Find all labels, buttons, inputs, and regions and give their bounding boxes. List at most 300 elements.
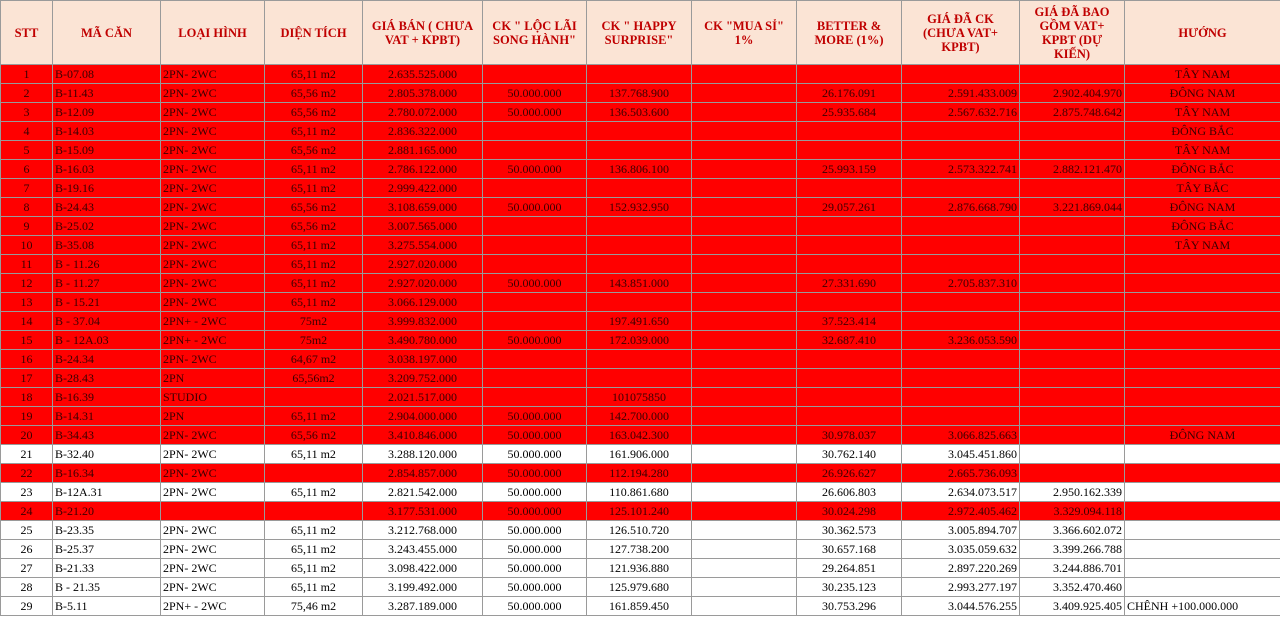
cell-direction <box>1125 369 1280 388</box>
table-row <box>1 198 1280 217</box>
cell-ck-mua-si <box>692 483 797 502</box>
cell-stt: 21 <box>1 445 53 464</box>
cell-ck-happy: 101075850 <box>587 388 692 407</box>
cell-ck-mua-si <box>692 217 797 236</box>
cell-ck-loc-lai <box>483 350 587 369</box>
cell-area <box>265 464 363 483</box>
cell-ck-loc-lai: 50.000.000 <box>483 274 587 293</box>
table-row <box>1 274 1280 293</box>
cell-direction: TÂY NAM <box>1125 141 1280 160</box>
cell-ck-mua-si <box>692 426 797 445</box>
cell-stt: 4 <box>1 122 53 141</box>
cell-price-total: 3.352.470.460 <box>1020 578 1125 597</box>
table-row <box>1 312 1280 331</box>
cell-ck-loc-lai <box>483 65 587 84</box>
cell-ck-mua-si <box>692 236 797 255</box>
cell-unit-type: STUDIO <box>161 388 265 407</box>
cell-price: 3.007.565.000 <box>363 217 483 236</box>
cell-area: 75,46 m2 <box>265 597 363 616</box>
cell-unit-type: 2PN- 2WC <box>161 122 265 141</box>
cell-ck-loc-lai <box>483 312 587 331</box>
cell-direction: TÂY NAM <box>1125 236 1280 255</box>
cell-price-after-discount <box>902 293 1020 312</box>
cell-unit-type: 2PN- 2WC <box>161 236 265 255</box>
cell-direction: CHÊNH +100.000.000 <box>1125 597 1280 616</box>
cell-ck-loc-lai: 50.000.000 <box>483 103 587 122</box>
cell-unit-code: B-32.40 <box>53 445 161 464</box>
cell-better-more <box>797 407 902 426</box>
table-row <box>1 331 1280 350</box>
cell-stt: 5 <box>1 141 53 160</box>
cell-price-after-discount <box>902 217 1020 236</box>
cell-price: 3.038.197.000 <box>363 350 483 369</box>
col-header-ck-mua-si: CK "MUA SỈ" 1% <box>692 1 797 65</box>
table-row <box>1 122 1280 141</box>
cell-direction: TÂY NAM <box>1125 65 1280 84</box>
col-header-type: LOẠI HÌNH <box>161 1 265 65</box>
cell-unit-code: B-07.08 <box>53 65 161 84</box>
cell-direction <box>1125 293 1280 312</box>
cell-price-after-discount <box>902 350 1020 369</box>
cell-stt: 27 <box>1 559 53 578</box>
cell-ck-happy: 137.768.900 <box>587 84 692 103</box>
cell-better-more: 26.606.803 <box>797 483 902 502</box>
cell-price: 2.786.122.000 <box>363 160 483 179</box>
cell-ck-mua-si <box>692 464 797 483</box>
cell-direction <box>1125 350 1280 369</box>
cell-ck-mua-si <box>692 160 797 179</box>
cell-unit-code: B-24.43 <box>53 198 161 217</box>
cell-ck-loc-lai: 50.000.000 <box>483 464 587 483</box>
cell-area: 65,11 m2 <box>265 122 363 141</box>
cell-price: 3.999.832.000 <box>363 312 483 331</box>
cell-price: 2.927.020.000 <box>363 255 483 274</box>
cell-area: 65,11 m2 <box>265 559 363 578</box>
col-header-direction: HƯỚNG <box>1125 1 1280 65</box>
cell-price: 3.275.554.000 <box>363 236 483 255</box>
col-header-better-more: BETTER & MORE (1%) <box>797 1 902 65</box>
cell-unit-type: 2PN- 2WC <box>161 578 265 597</box>
cell-price: 2.021.517.000 <box>363 388 483 407</box>
cell-better-more: 30.978.037 <box>797 426 902 445</box>
col-header-stt: STT <box>1 1 53 65</box>
cell-area: 65,11 m2 <box>265 236 363 255</box>
cell-price-total <box>1020 255 1125 274</box>
cell-price-after-discount <box>902 312 1020 331</box>
cell-ck-mua-si <box>692 312 797 331</box>
cell-price: 3.287.189.000 <box>363 597 483 616</box>
cell-stt: 14 <box>1 312 53 331</box>
cell-price: 3.098.422.000 <box>363 559 483 578</box>
cell-ck-mua-si <box>692 255 797 274</box>
cell-price-total <box>1020 426 1125 445</box>
cell-stt: 23 <box>1 483 53 502</box>
cell-unit-type: 2PN- 2WC <box>161 160 265 179</box>
cell-area: 65,11 m2 <box>265 160 363 179</box>
cell-price-after-discount <box>902 388 1020 407</box>
cell-area: 65,11 m2 <box>265 483 363 502</box>
cell-direction <box>1125 521 1280 540</box>
cell-ck-loc-lai: 50.000.000 <box>483 483 587 502</box>
cell-price-after-discount <box>902 179 1020 198</box>
cell-price: 2.780.072.000 <box>363 103 483 122</box>
cell-ck-mua-si <box>692 179 797 198</box>
cell-price-total <box>1020 179 1125 198</box>
cell-price: 2.999.422.000 <box>363 179 483 198</box>
cell-ck-mua-si <box>692 84 797 103</box>
cell-ck-happy <box>587 293 692 312</box>
cell-ck-mua-si <box>692 331 797 350</box>
cell-unit-type: 2PN- 2WC <box>161 217 265 236</box>
cell-ck-loc-lai: 50.000.000 <box>483 502 587 521</box>
cell-better-more <box>797 293 902 312</box>
cell-price-total: 3.329.094.118 <box>1020 502 1125 521</box>
table-row <box>1 84 1280 103</box>
cell-ck-happy: 163.042.300 <box>587 426 692 445</box>
table-row <box>1 160 1280 179</box>
cell-better-more: 32.687.410 <box>797 331 902 350</box>
cell-price: 3.288.120.000 <box>363 445 483 464</box>
cell-better-more: 25.935.684 <box>797 103 902 122</box>
cell-stt: 15 <box>1 331 53 350</box>
cell-unit-type: 2PN+ - 2WC <box>161 331 265 350</box>
cell-ck-happy: 197.491.650 <box>587 312 692 331</box>
cell-price-after-discount <box>902 122 1020 141</box>
cell-ck-mua-si <box>692 274 797 293</box>
cell-price-after-discount: 3.066.825.663 <box>902 426 1020 445</box>
cell-better-more <box>797 217 902 236</box>
cell-unit-code: B-16.39 <box>53 388 161 407</box>
cell-better-more <box>797 350 902 369</box>
cell-direction <box>1125 540 1280 559</box>
cell-direction: TÂY BẮC <box>1125 179 1280 198</box>
cell-direction <box>1125 464 1280 483</box>
cell-ck-mua-si <box>692 540 797 559</box>
col-header-area: DIỆN TÍCH <box>265 1 363 65</box>
cell-ck-loc-lai: 50.000.000 <box>483 578 587 597</box>
cell-price: 2.881.165.000 <box>363 141 483 160</box>
cell-unit-code: B-34.43 <box>53 426 161 445</box>
cell-ck-happy <box>587 217 692 236</box>
cell-unit-code: B-12.09 <box>53 103 161 122</box>
cell-unit-code: B-24.34 <box>53 350 161 369</box>
cell-unit-type: 2PN- 2WC <box>161 521 265 540</box>
cell-price-after-discount <box>902 236 1020 255</box>
cell-ck-mua-si <box>692 578 797 597</box>
cell-ck-mua-si <box>692 388 797 407</box>
cell-price-total: 2.902.404.970 <box>1020 84 1125 103</box>
col-header-code: MÃ CĂN <box>53 1 161 65</box>
cell-better-more: 30.235.123 <box>797 578 902 597</box>
cell-stt: 28 <box>1 578 53 597</box>
cell-direction <box>1125 445 1280 464</box>
cell-price-after-discount <box>902 255 1020 274</box>
cell-price-after-discount: 2.972.405.462 <box>902 502 1020 521</box>
cell-price-total <box>1020 236 1125 255</box>
cell-ck-mua-si <box>692 65 797 84</box>
cell-ck-mua-si <box>692 521 797 540</box>
cell-unit-type: 2PN- 2WC <box>161 540 265 559</box>
cell-direction: ĐÔNG BẮC <box>1125 217 1280 236</box>
cell-unit-code: B-25.02 <box>53 217 161 236</box>
cell-price: 3.199.492.000 <box>363 578 483 597</box>
cell-ck-happy: 125.979.680 <box>587 578 692 597</box>
cell-ck-mua-si <box>692 407 797 426</box>
table-row <box>1 103 1280 122</box>
cell-unit-type: 2PN- 2WC <box>161 426 265 445</box>
cell-better-more <box>797 141 902 160</box>
cell-price-after-discount: 3.005.894.707 <box>902 521 1020 540</box>
cell-price-after-discount: 2.665.736.093 <box>902 464 1020 483</box>
cell-stt: 19 <box>1 407 53 426</box>
cell-direction: ĐÔNG BẮC <box>1125 160 1280 179</box>
table-row <box>1 369 1280 388</box>
cell-price-total <box>1020 141 1125 160</box>
cell-price: 3.209.752.000 <box>363 369 483 388</box>
cell-direction <box>1125 312 1280 331</box>
cell-price-total: 2.882.121.470 <box>1020 160 1125 179</box>
cell-better-more: 26.176.091 <box>797 84 902 103</box>
cell-better-more <box>797 388 902 407</box>
cell-ck-happy: 161.906.000 <box>587 445 692 464</box>
cell-area: 65,11 m2 <box>265 65 363 84</box>
cell-unit-type: 2PN- 2WC <box>161 274 265 293</box>
cell-area: 65,11 m2 <box>265 274 363 293</box>
cell-price: 3.243.455.000 <box>363 540 483 559</box>
cell-price-after-discount <box>902 65 1020 84</box>
cell-ck-loc-lai <box>483 293 587 312</box>
cell-ck-mua-si <box>692 597 797 616</box>
cell-price-total: 3.221.869.044 <box>1020 198 1125 217</box>
cell-direction <box>1125 388 1280 407</box>
cell-direction <box>1125 331 1280 350</box>
cell-unit-type: 2PN- 2WC <box>161 445 265 464</box>
cell-unit-code: B - 21.35 <box>53 578 161 597</box>
cell-unit-type: 2PN+ - 2WC <box>161 312 265 331</box>
cell-ck-loc-lai <box>483 236 587 255</box>
cell-price-total <box>1020 388 1125 407</box>
cell-better-more <box>797 179 902 198</box>
cell-unit-code: B-5.11 <box>53 597 161 616</box>
cell-better-more: 30.753.296 <box>797 597 902 616</box>
cell-direction <box>1125 255 1280 274</box>
cell-ck-happy <box>587 369 692 388</box>
cell-price-after-discount: 2.634.073.517 <box>902 483 1020 502</box>
cell-area: 65,11 m2 <box>265 293 363 312</box>
cell-area: 75m2 <box>265 331 363 350</box>
cell-unit-code: B-12A.31 <box>53 483 161 502</box>
cell-unit-code: B-19.16 <box>53 179 161 198</box>
cell-area: 65,56 m2 <box>265 141 363 160</box>
cell-better-more: 26.926.627 <box>797 464 902 483</box>
table-row <box>1 578 1280 597</box>
cell-stt: 8 <box>1 198 53 217</box>
cell-stt: 9 <box>1 217 53 236</box>
cell-unit-code: B-14.03 <box>53 122 161 141</box>
cell-area: 65,56 m2 <box>265 198 363 217</box>
col-header-ck-happy: CK " HAPPY SURPRISE" <box>587 1 692 65</box>
table-row <box>1 464 1280 483</box>
cell-stt: 12 <box>1 274 53 293</box>
cell-stt: 24 <box>1 502 53 521</box>
cell-stt: 22 <box>1 464 53 483</box>
cell-price-after-discount: 2.897.220.269 <box>902 559 1020 578</box>
cell-ck-happy <box>587 350 692 369</box>
cell-ck-loc-lai <box>483 369 587 388</box>
cell-better-more <box>797 236 902 255</box>
cell-ck-loc-lai <box>483 388 587 407</box>
cell-direction: ĐÔNG NAM <box>1125 426 1280 445</box>
table-row <box>1 293 1280 312</box>
cell-price: 2.805.378.000 <box>363 84 483 103</box>
cell-ck-loc-lai: 50.000.000 <box>483 540 587 559</box>
cell-ck-happy: 125.101.240 <box>587 502 692 521</box>
cell-unit-code: B-16.34 <box>53 464 161 483</box>
cell-price-after-discount: 2.705.837.310 <box>902 274 1020 293</box>
cell-unit-code: B-21.33 <box>53 559 161 578</box>
cell-unit-code: B - 15.21 <box>53 293 161 312</box>
cell-direction <box>1125 407 1280 426</box>
cell-area: 75m2 <box>265 312 363 331</box>
cell-price: 3.212.768.000 <box>363 521 483 540</box>
cell-area: 65,11 m2 <box>265 255 363 274</box>
cell-ck-loc-lai: 50.000.000 <box>483 445 587 464</box>
cell-ck-loc-lai <box>483 217 587 236</box>
cell-ck-loc-lai: 50.000.000 <box>483 521 587 540</box>
cell-area: 65,11 m2 <box>265 445 363 464</box>
table-body <box>1 65 1280 616</box>
table-row <box>1 141 1280 160</box>
cell-ck-happy: 112.194.280 <box>587 464 692 483</box>
table-row <box>1 521 1280 540</box>
cell-price: 3.108.659.000 <box>363 198 483 217</box>
cell-direction <box>1125 502 1280 521</box>
cell-better-more: 30.762.140 <box>797 445 902 464</box>
cell-price-after-discount: 2.573.322.741 <box>902 160 1020 179</box>
cell-area <box>265 502 363 521</box>
cell-price: 3.410.846.000 <box>363 426 483 445</box>
cell-stt: 26 <box>1 540 53 559</box>
cell-area: 65,11 m2 <box>265 578 363 597</box>
cell-ck-happy: 110.861.680 <box>587 483 692 502</box>
cell-stt: 1 <box>1 65 53 84</box>
cell-stt: 18 <box>1 388 53 407</box>
table-row <box>1 559 1280 578</box>
cell-stt: 25 <box>1 521 53 540</box>
cell-ck-loc-lai <box>483 255 587 274</box>
cell-unit-code: B-35.08 <box>53 236 161 255</box>
cell-unit-code: B-25.37 <box>53 540 161 559</box>
cell-price-total: 3.399.266.788 <box>1020 540 1125 559</box>
cell-unit-code: B-21.20 <box>53 502 161 521</box>
cell-ck-mua-si <box>692 369 797 388</box>
cell-unit-type: 2PN <box>161 407 265 426</box>
cell-price-total: 3.366.602.072 <box>1020 521 1125 540</box>
cell-ck-loc-lai: 50.000.000 <box>483 426 587 445</box>
cell-price: 2.836.322.000 <box>363 122 483 141</box>
cell-ck-happy: 143.851.000 <box>587 274 692 293</box>
cell-price: 2.927.020.000 <box>363 274 483 293</box>
cell-price: 2.821.542.000 <box>363 483 483 502</box>
cell-price-after-discount: 3.045.451.860 <box>902 445 1020 464</box>
cell-ck-mua-si <box>692 141 797 160</box>
col-header-price-after-discount: GIÁ ĐÃ CK (CHƯA VAT+ KPBT) <box>902 1 1020 65</box>
table-row <box>1 426 1280 445</box>
table-row <box>1 179 1280 198</box>
cell-price-total <box>1020 464 1125 483</box>
col-header-price-total: GIÁ ĐÃ BAO GỒM VAT+ KPBT (DỰ KIẾN) <box>1020 1 1125 65</box>
cell-price-total <box>1020 350 1125 369</box>
cell-better-more: 29.057.261 <box>797 198 902 217</box>
cell-area: 65,56 m2 <box>265 103 363 122</box>
cell-ck-mua-si <box>692 293 797 312</box>
cell-better-more: 29.264.851 <box>797 559 902 578</box>
cell-price-after-discount <box>902 407 1020 426</box>
cell-price-total <box>1020 217 1125 236</box>
table-row <box>1 217 1280 236</box>
cell-area: 65,11 m2 <box>265 179 363 198</box>
cell-unit-type: 2PN- 2WC <box>161 65 265 84</box>
cell-unit-type: 2PN- 2WC <box>161 350 265 369</box>
cell-ck-happy: 121.936.880 <box>587 559 692 578</box>
header-row <box>1 1 1280 65</box>
cell-price-total <box>1020 312 1125 331</box>
cell-price: 3.490.780.000 <box>363 331 483 350</box>
cell-ck-loc-lai: 50.000.000 <box>483 597 587 616</box>
cell-area <box>265 388 363 407</box>
cell-price: 2.904.000.000 <box>363 407 483 426</box>
cell-stt: 20 <box>1 426 53 445</box>
cell-price-total <box>1020 445 1125 464</box>
cell-ck-mua-si <box>692 103 797 122</box>
cell-better-more: 30.362.573 <box>797 521 902 540</box>
cell-ck-loc-lai: 50.000.000 <box>483 331 587 350</box>
cell-direction: ĐÔNG NAM <box>1125 84 1280 103</box>
cell-price-after-discount <box>902 141 1020 160</box>
cell-direction: ĐÔNG NAM <box>1125 198 1280 217</box>
cell-unit-code: B-15.09 <box>53 141 161 160</box>
cell-unit-code: B-28.43 <box>53 369 161 388</box>
cell-ck-mua-si <box>692 198 797 217</box>
cell-price-total <box>1020 293 1125 312</box>
cell-ck-happy <box>587 179 692 198</box>
cell-stt: 29 <box>1 597 53 616</box>
cell-ck-happy: 136.503.600 <box>587 103 692 122</box>
cell-price-total <box>1020 65 1125 84</box>
cell-ck-mua-si <box>692 502 797 521</box>
cell-area: 65,56m2 <box>265 369 363 388</box>
cell-ck-happy: 127.738.200 <box>587 540 692 559</box>
cell-price-total: 3.244.886.701 <box>1020 559 1125 578</box>
cell-price: 2.854.857.000 <box>363 464 483 483</box>
col-header-ck-loc-lai: CK " LỘC LÃI SONG HÀNH" <box>483 1 587 65</box>
cell-price-after-discount: 2.591.433.009 <box>902 84 1020 103</box>
cell-ck-happy: 126.510.720 <box>587 521 692 540</box>
cell-better-more <box>797 255 902 274</box>
cell-ck-happy <box>587 122 692 141</box>
cell-better-more: 27.331.690 <box>797 274 902 293</box>
cell-area: 65,11 m2 <box>265 540 363 559</box>
cell-ck-loc-lai: 50.000.000 <box>483 559 587 578</box>
cell-ck-happy: 142.700.000 <box>587 407 692 426</box>
cell-price-total <box>1020 407 1125 426</box>
table-row <box>1 350 1280 369</box>
cell-stt: 6 <box>1 160 53 179</box>
cell-ck-mua-si <box>692 445 797 464</box>
table-row <box>1 236 1280 255</box>
cell-better-more: 30.024.298 <box>797 502 902 521</box>
cell-better-more: 25.993.159 <box>797 160 902 179</box>
